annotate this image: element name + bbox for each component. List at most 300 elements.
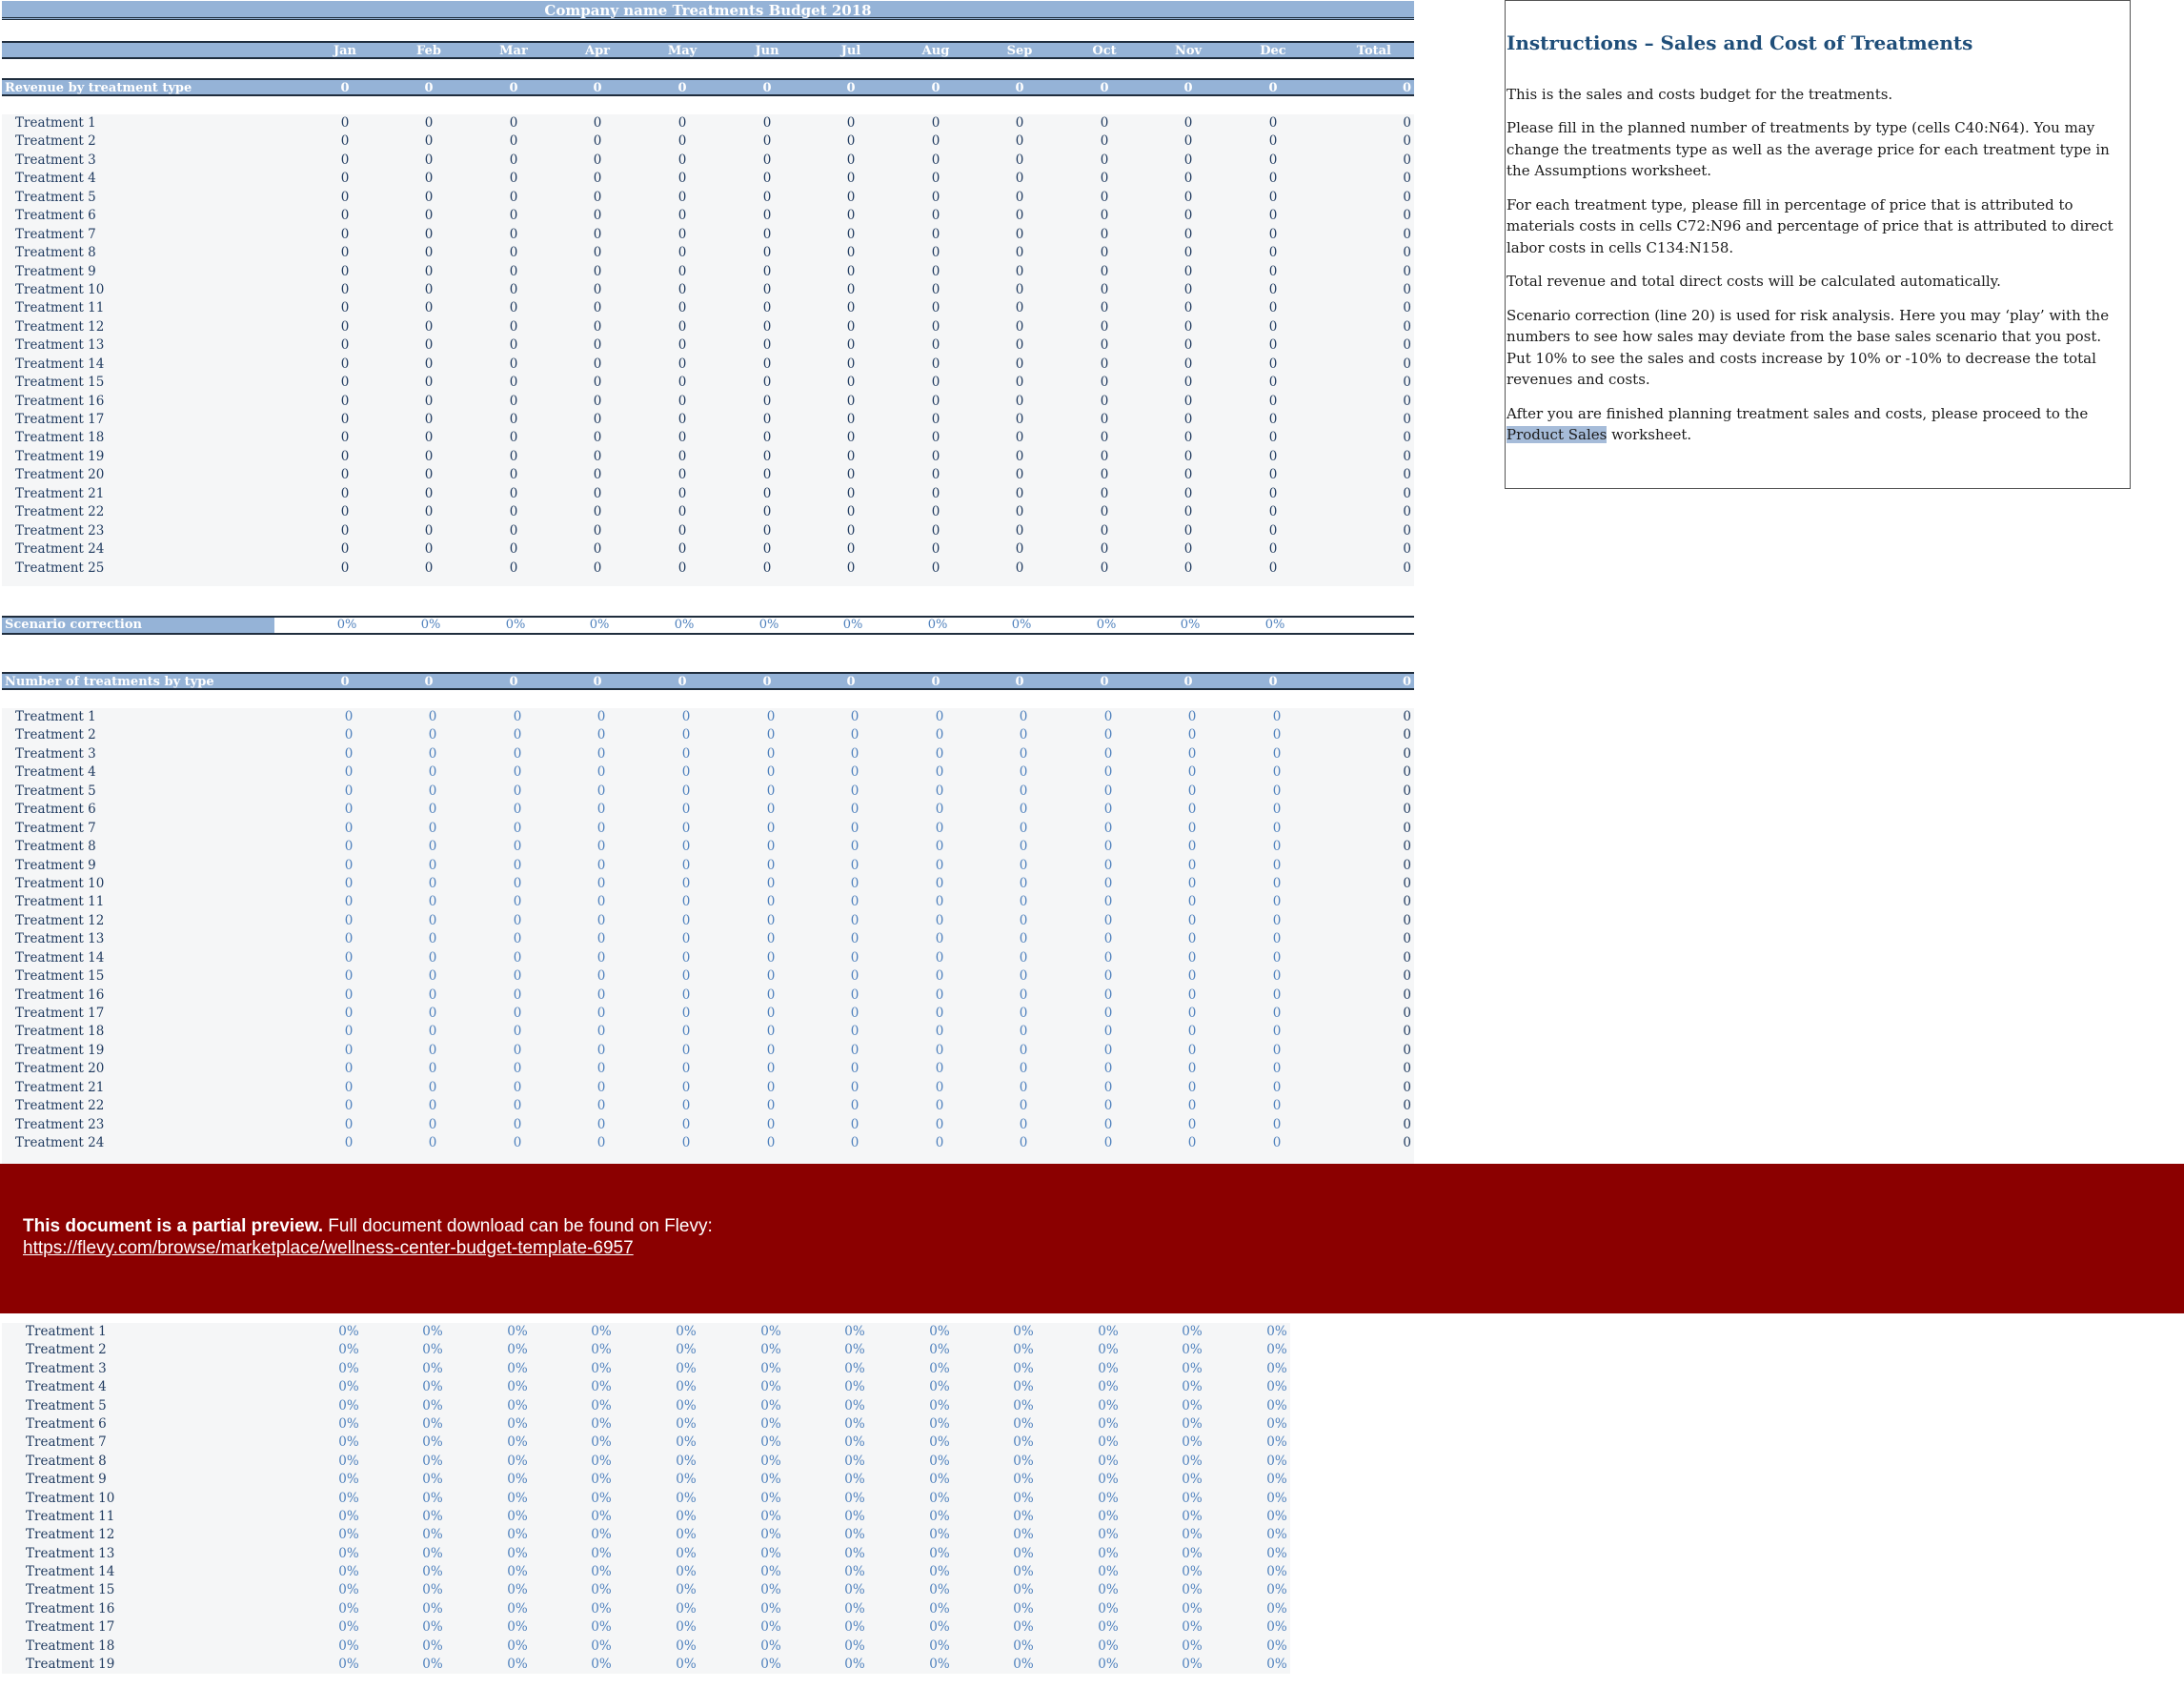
input-cell[interactable]: 0	[935, 1042, 944, 1058]
input-cell[interactable]: 0	[1272, 1098, 1282, 1114]
input-cell[interactable]: 0%	[844, 1657, 865, 1673]
input-cell[interactable]: 0	[428, 1098, 437, 1114]
input-cell[interactable]: 0	[597, 1024, 606, 1040]
input-cell[interactable]: 0	[766, 1098, 776, 1114]
input-cell[interactable]: 0	[766, 783, 776, 799]
preview-download-link[interactable]: https://flevy.com/browse/marketplace/wellness-center-budget-template-6957	[23, 1238, 634, 1258]
input-cell[interactable]: 0%	[1013, 1600, 1034, 1617]
input-cell[interactable]: 0	[1103, 764, 1113, 781]
input-cell[interactable]: 0%	[507, 1324, 528, 1339]
input-cell[interactable]: 0%	[1098, 1434, 1119, 1451]
input-cell[interactable]: 0	[1019, 912, 1028, 928]
input-cell[interactable]: 0%	[1266, 1324, 1287, 1339]
input-cell[interactable]: 0	[344, 894, 354, 910]
input-cell[interactable]: 0	[428, 820, 437, 836]
input-cell[interactable]: 0%	[338, 1324, 359, 1339]
input-cell[interactable]: 0%	[844, 1342, 865, 1358]
input-cell[interactable]: 0%	[1182, 1434, 1203, 1451]
input-cell[interactable]: 0%	[1182, 1342, 1203, 1358]
input-cell[interactable]: 0	[681, 986, 691, 1003]
input-cell[interactable]: 0%	[1013, 1342, 1034, 1358]
input-cell[interactable]: 0%	[1013, 1527, 1034, 1543]
input-cell[interactable]: 0	[513, 931, 522, 947]
input-cell[interactable]: 0%	[591, 1657, 612, 1673]
input-cell[interactable]: 0%	[507, 1397, 528, 1413]
input-cell[interactable]: 0	[850, 783, 859, 799]
input-cell[interactable]: 0	[597, 1098, 606, 1114]
input-cell[interactable]: 0%	[591, 1582, 612, 1598]
input-cell[interactable]: 0%	[338, 1527, 359, 1543]
input-cell[interactable]: 0%	[760, 1657, 781, 1673]
input-cell[interactable]: 0	[428, 1135, 437, 1151]
input-cell[interactable]: 0	[513, 1061, 522, 1077]
input-cell[interactable]: 0%	[422, 1564, 443, 1580]
input-cell[interactable]: 0	[428, 986, 437, 1003]
input-cell[interactable]: 0	[1272, 820, 1282, 836]
input-cell[interactable]: 0	[766, 1006, 776, 1021]
input-cell[interactable]: 0	[344, 802, 354, 818]
input-cell[interactable]: 0%	[422, 1490, 443, 1506]
input-cell[interactable]: 0%	[1013, 1637, 1034, 1654]
input-cell[interactable]: 0	[344, 1042, 354, 1058]
input-cell[interactable]: 0	[513, 802, 522, 818]
input-cell[interactable]: 0%	[338, 1397, 359, 1413]
input-cell[interactable]: 0	[428, 857, 437, 873]
input-cell[interactable]: 0%	[1013, 1360, 1034, 1376]
input-cell[interactable]: 0%	[1182, 1397, 1203, 1413]
input-cell[interactable]: 0	[428, 1024, 437, 1040]
input-cell[interactable]: 0%	[1266, 1582, 1287, 1598]
input-cell[interactable]: 0%	[591, 1324, 612, 1339]
input-cell[interactable]: 0%	[929, 1324, 950, 1339]
input-cell[interactable]: 0	[597, 1116, 606, 1132]
input-cell[interactable]: 0	[428, 1079, 437, 1095]
input-cell[interactable]: 0%	[844, 1434, 865, 1451]
input-cell[interactable]: 0	[935, 1098, 944, 1114]
input-cell[interactable]: 0	[766, 912, 776, 928]
input-cell[interactable]: 0%	[338, 1342, 359, 1358]
input-cell[interactable]: 0%	[591, 1379, 612, 1395]
input-cell[interactable]: 0	[344, 1079, 354, 1095]
input-cell[interactable]: 0%	[422, 1360, 443, 1376]
input-cell[interactable]: 0	[1019, 764, 1028, 781]
input-cell[interactable]: 0%	[760, 1379, 781, 1395]
input-cell[interactable]: 0	[1103, 1079, 1113, 1095]
scenario-input-cell[interactable]: 0%	[1011, 618, 1032, 632]
input-cell[interactable]: 0	[1019, 1024, 1028, 1040]
input-cell[interactable]: 0%	[507, 1508, 528, 1524]
input-cell[interactable]: 0%	[929, 1637, 950, 1654]
input-cell[interactable]: 0	[766, 875, 776, 891]
input-cell[interactable]: 0%	[591, 1637, 612, 1654]
input-cell[interactable]: 0	[1019, 1042, 1028, 1058]
input-cell[interactable]: 0	[597, 894, 606, 910]
input-cell[interactable]: 0%	[1098, 1379, 1119, 1395]
input-cell[interactable]: 0	[1187, 912, 1197, 928]
input-cell[interactable]: 0	[513, 783, 522, 799]
input-cell[interactable]: 0	[935, 709, 944, 724]
input-cell[interactable]: 0	[597, 875, 606, 891]
input-cell[interactable]: 0	[766, 727, 776, 743]
input-cell[interactable]: 0	[597, 1042, 606, 1058]
input-cell[interactable]: 0	[935, 1079, 944, 1095]
input-cell[interactable]: 0%	[1182, 1379, 1203, 1395]
input-cell[interactable]: 0	[1187, 709, 1197, 724]
input-cell[interactable]: 0	[935, 949, 944, 966]
input-cell[interactable]: 0	[1187, 783, 1197, 799]
input-cell[interactable]: 0	[1103, 783, 1113, 799]
input-cell[interactable]: 0%	[1266, 1472, 1287, 1488]
input-cell[interactable]: 0	[1272, 709, 1282, 724]
input-cell[interactable]: 0%	[1098, 1342, 1119, 1358]
input-cell[interactable]: 0%	[507, 1619, 528, 1636]
input-cell[interactable]: 0	[935, 727, 944, 743]
input-cell[interactable]: 0%	[929, 1600, 950, 1617]
scenario-input-cell[interactable]: 0%	[927, 618, 948, 632]
input-cell[interactable]: 0%	[338, 1508, 359, 1524]
input-cell[interactable]: 0%	[338, 1637, 359, 1654]
input-cell[interactable]: 0	[1019, 986, 1028, 1003]
input-cell[interactable]: 0	[1272, 764, 1282, 781]
input-cell[interactable]: 0	[1103, 1006, 1113, 1021]
input-cell[interactable]: 0%	[591, 1360, 612, 1376]
input-cell[interactable]: 0	[935, 1024, 944, 1040]
input-cell[interactable]: 0%	[760, 1508, 781, 1524]
input-cell[interactable]: 0	[850, 727, 859, 743]
input-cell[interactable]: 0%	[507, 1490, 528, 1506]
input-cell[interactable]: 0%	[760, 1453, 781, 1469]
input-cell[interactable]: 0%	[507, 1564, 528, 1580]
input-cell[interactable]: 0	[513, 1042, 522, 1058]
input-cell[interactable]: 0%	[929, 1360, 950, 1376]
input-cell[interactable]: 0	[1187, 1098, 1197, 1114]
input-cell[interactable]: 0	[1272, 986, 1282, 1003]
input-cell[interactable]: 0	[597, 1006, 606, 1021]
input-cell[interactable]: 0%	[676, 1379, 697, 1395]
input-cell[interactable]: 0	[681, 745, 691, 762]
input-cell[interactable]: 0	[1187, 1042, 1197, 1058]
input-cell[interactable]: 0%	[676, 1582, 697, 1598]
input-cell[interactable]: 0	[1187, 764, 1197, 781]
input-cell[interactable]: 0%	[422, 1545, 443, 1561]
input-cell[interactable]: 0%	[1098, 1600, 1119, 1617]
input-cell[interactable]: 0	[513, 1116, 522, 1132]
input-cell[interactable]: 0%	[1182, 1657, 1203, 1673]
input-cell[interactable]: 0	[1019, 931, 1028, 947]
input-cell[interactable]: 0%	[929, 1397, 950, 1413]
input-cell[interactable]: 0	[344, 912, 354, 928]
input-cell[interactable]: 0	[850, 1135, 859, 1151]
input-cell[interactable]: 0	[1272, 1061, 1282, 1077]
input-cell[interactable]: 0%	[1182, 1527, 1203, 1543]
input-cell[interactable]: 0%	[760, 1545, 781, 1561]
input-cell[interactable]: 0%	[844, 1619, 865, 1636]
input-cell[interactable]: 0	[681, 1006, 691, 1021]
input-cell[interactable]: 0%	[422, 1415, 443, 1432]
input-cell[interactable]: 0	[1187, 968, 1197, 985]
input-cell[interactable]: 0	[1019, 839, 1028, 855]
input-cell[interactable]: 0	[1019, 802, 1028, 818]
input-cell[interactable]: 0	[1187, 1079, 1197, 1095]
input-cell[interactable]: 0	[344, 709, 354, 724]
input-cell[interactable]: 0%	[1182, 1415, 1203, 1432]
input-cell[interactable]: 0	[681, 1116, 691, 1132]
input-cell[interactable]: 0%	[929, 1379, 950, 1395]
input-cell[interactable]: 0	[1272, 1006, 1282, 1021]
input-cell[interactable]: 0	[1103, 1098, 1113, 1114]
input-cell[interactable]: 0%	[1098, 1360, 1119, 1376]
scenario-input-cell[interactable]: 0%	[336, 618, 357, 632]
input-cell[interactable]: 0	[513, 968, 522, 985]
input-cell[interactable]: 0	[935, 820, 944, 836]
input-cell[interactable]: 0%	[422, 1582, 443, 1598]
input-cell[interactable]: 0	[597, 727, 606, 743]
input-cell[interactable]: 0	[344, 949, 354, 966]
input-cell[interactable]: 0	[1272, 1042, 1282, 1058]
input-cell[interactable]: 0	[344, 931, 354, 947]
input-cell[interactable]: 0	[681, 1079, 691, 1095]
input-cell[interactable]: 0	[766, 968, 776, 985]
input-cell[interactable]: 0	[344, 745, 354, 762]
input-cell[interactable]: 0%	[422, 1657, 443, 1673]
input-cell[interactable]: 0	[513, 727, 522, 743]
input-cell[interactable]: 0	[1272, 783, 1282, 799]
input-cell[interactable]: 0%	[338, 1619, 359, 1636]
input-cell[interactable]: 0%	[422, 1619, 443, 1636]
input-cell[interactable]: 0	[597, 802, 606, 818]
input-cell[interactable]: 0	[428, 727, 437, 743]
scenario-input-cell[interactable]: 0%	[674, 618, 695, 632]
input-cell[interactable]: 0	[344, 764, 354, 781]
input-cell[interactable]: 0%	[844, 1545, 865, 1561]
input-cell[interactable]: 0%	[760, 1527, 781, 1543]
input-cell[interactable]: 0	[1272, 727, 1282, 743]
scenario-input-cell[interactable]: 0%	[420, 618, 441, 632]
input-cell[interactable]: 0%	[507, 1453, 528, 1469]
input-cell[interactable]: 0	[681, 949, 691, 966]
input-cell[interactable]: 0	[428, 1061, 437, 1077]
input-cell[interactable]: 0	[344, 839, 354, 855]
input-cell[interactable]: 0	[935, 802, 944, 818]
input-cell[interactable]: 0%	[760, 1582, 781, 1598]
input-cell[interactable]: 0%	[676, 1342, 697, 1358]
input-cell[interactable]: 0	[681, 1061, 691, 1077]
input-cell[interactable]: 0	[428, 783, 437, 799]
input-cell[interactable]: 0	[1272, 931, 1282, 947]
input-cell[interactable]: 0%	[338, 1582, 359, 1598]
input-cell[interactable]: 0	[1019, 1079, 1028, 1095]
input-cell[interactable]: 0	[513, 745, 522, 762]
input-cell[interactable]: 0	[766, 931, 776, 947]
scenario-input-cell[interactable]: 0%	[758, 618, 779, 632]
input-cell[interactable]: 0%	[1182, 1360, 1203, 1376]
input-cell[interactable]: 0	[513, 820, 522, 836]
input-cell[interactable]: 0	[428, 745, 437, 762]
input-cell[interactable]: 0	[1187, 727, 1197, 743]
input-cell[interactable]: 0	[428, 1042, 437, 1058]
input-cell[interactable]: 0%	[1182, 1472, 1203, 1488]
input-cell[interactable]: 0	[850, 839, 859, 855]
input-cell[interactable]: 0	[597, 820, 606, 836]
input-cell[interactable]: 0	[681, 820, 691, 836]
input-cell[interactable]: 0%	[1098, 1472, 1119, 1488]
input-cell[interactable]: 0	[1187, 1061, 1197, 1077]
input-cell[interactable]: 0%	[1182, 1453, 1203, 1469]
input-cell[interactable]: 0	[850, 857, 859, 873]
input-cell[interactable]: 0	[1103, 894, 1113, 910]
input-cell[interactable]: 0	[1103, 1042, 1113, 1058]
input-cell[interactable]: 0	[1019, 968, 1028, 985]
input-cell[interactable]: 0	[513, 986, 522, 1003]
input-cell[interactable]: 0	[766, 802, 776, 818]
input-cell[interactable]: 0%	[1266, 1490, 1287, 1506]
input-cell[interactable]: 0	[428, 839, 437, 855]
input-cell[interactable]: 0	[1019, 727, 1028, 743]
input-cell[interactable]: 0%	[507, 1360, 528, 1376]
input-cell[interactable]: 0	[1187, 875, 1197, 891]
input-cell[interactable]: 0	[1103, 745, 1113, 762]
input-cell[interactable]: 0%	[1266, 1600, 1287, 1617]
input-cell[interactable]: 0	[1272, 802, 1282, 818]
input-cell[interactable]: 0	[344, 1098, 354, 1114]
input-cell[interactable]: 0	[1187, 986, 1197, 1003]
input-cell[interactable]: 0	[428, 875, 437, 891]
input-cell[interactable]: 0	[766, 949, 776, 966]
input-cell[interactable]: 0	[681, 912, 691, 928]
input-cell[interactable]: 0%	[422, 1397, 443, 1413]
input-cell[interactable]: 0	[850, 802, 859, 818]
input-cell[interactable]: 0%	[1182, 1600, 1203, 1617]
input-cell[interactable]: 0	[935, 1061, 944, 1077]
scenario-input-cell[interactable]: 0%	[1180, 618, 1201, 632]
input-cell[interactable]: 0	[597, 968, 606, 985]
input-cell[interactable]: 0%	[338, 1434, 359, 1451]
input-cell[interactable]: 0	[597, 1135, 606, 1151]
input-cell[interactable]: 0%	[591, 1508, 612, 1524]
input-cell[interactable]: 0%	[422, 1527, 443, 1543]
input-cell[interactable]: 0	[935, 839, 944, 855]
input-cell[interactable]: 0%	[507, 1582, 528, 1598]
input-cell[interactable]: 0	[513, 857, 522, 873]
input-cell[interactable]: 0	[935, 764, 944, 781]
input-cell[interactable]: 0%	[1013, 1472, 1034, 1488]
input-cell[interactable]: 0%	[1098, 1619, 1119, 1636]
input-cell[interactable]: 0%	[338, 1379, 359, 1395]
input-cell[interactable]: 0	[344, 857, 354, 873]
input-cell[interactable]: 0%	[507, 1637, 528, 1654]
input-cell[interactable]: 0	[766, 1135, 776, 1151]
input-cell[interactable]: 0%	[591, 1434, 612, 1451]
input-cell[interactable]: 0%	[929, 1434, 950, 1451]
input-cell[interactable]: 0	[681, 839, 691, 855]
input-cell[interactable]: 0	[597, 1061, 606, 1077]
input-cell[interactable]: 0%	[591, 1545, 612, 1561]
input-cell[interactable]: 0%	[676, 1434, 697, 1451]
input-cell[interactable]: 0	[850, 745, 859, 762]
input-cell[interactable]: 0	[850, 764, 859, 781]
input-cell[interactable]: 0%	[760, 1324, 781, 1339]
input-cell[interactable]: 0	[766, 820, 776, 836]
input-cell[interactable]: 0	[597, 931, 606, 947]
input-cell[interactable]: 0	[344, 1061, 354, 1077]
input-cell[interactable]: 0%	[760, 1564, 781, 1580]
input-cell[interactable]: 0%	[1266, 1657, 1287, 1673]
input-cell[interactable]: 0	[597, 783, 606, 799]
input-cell[interactable]: 0%	[676, 1415, 697, 1432]
input-cell[interactable]: 0	[850, 875, 859, 891]
input-cell[interactable]: 0	[935, 968, 944, 985]
input-cell[interactable]: 0	[1019, 745, 1028, 762]
input-cell[interactable]: 0	[850, 1079, 859, 1095]
input-cell[interactable]: 0%	[676, 1472, 697, 1488]
input-cell[interactable]: 0%	[1098, 1545, 1119, 1561]
input-cell[interactable]: 0%	[1098, 1453, 1119, 1469]
input-cell[interactable]: 0	[681, 764, 691, 781]
input-cell[interactable]: 0	[1272, 949, 1282, 966]
input-cell[interactable]: 0%	[1013, 1490, 1034, 1506]
input-cell[interactable]: 0%	[760, 1360, 781, 1376]
input-cell[interactable]: 0	[1019, 949, 1028, 966]
input-cell[interactable]: 0%	[422, 1434, 443, 1451]
input-cell[interactable]: 0	[935, 745, 944, 762]
input-cell[interactable]: 0	[1103, 986, 1113, 1003]
input-cell[interactable]: 0	[766, 1079, 776, 1095]
input-cell[interactable]: 0	[681, 968, 691, 985]
input-cell[interactable]: 0	[766, 709, 776, 724]
input-cell[interactable]: 0	[1103, 1024, 1113, 1040]
product-sales-link[interactable]: Product Sales	[1507, 426, 1608, 443]
input-cell[interactable]: 0	[681, 857, 691, 873]
input-cell[interactable]: 0	[513, 1079, 522, 1095]
input-cell[interactable]: 0	[1187, 745, 1197, 762]
input-cell[interactable]: 0%	[422, 1453, 443, 1469]
input-cell[interactable]: 0	[935, 986, 944, 1003]
input-cell[interactable]: 0	[1019, 1098, 1028, 1114]
input-cell[interactable]: 0%	[1182, 1637, 1203, 1654]
input-cell[interactable]: 0%	[1266, 1619, 1287, 1636]
input-cell[interactable]: 0	[344, 1116, 354, 1132]
input-cell[interactable]: 0	[766, 839, 776, 855]
input-cell[interactable]: 0	[850, 1116, 859, 1132]
input-cell[interactable]: 0%	[844, 1324, 865, 1339]
input-cell[interactable]: 0	[1019, 894, 1028, 910]
input-cell[interactable]: 0%	[338, 1600, 359, 1617]
input-cell[interactable]: 0%	[676, 1397, 697, 1413]
input-cell[interactable]: 0	[513, 1135, 522, 1151]
input-cell[interactable]: 0	[766, 745, 776, 762]
scenario-input-cell[interactable]: 0%	[589, 618, 610, 632]
input-cell[interactable]: 0	[344, 968, 354, 985]
input-cell[interactable]: 0	[850, 709, 859, 724]
input-cell[interactable]: 0%	[929, 1564, 950, 1580]
input-cell[interactable]: 0%	[676, 1600, 697, 1617]
input-cell[interactable]: 0%	[844, 1453, 865, 1469]
input-cell[interactable]: 0	[850, 820, 859, 836]
input-cell[interactable]: 0	[1272, 1135, 1282, 1151]
input-cell[interactable]: 0	[681, 709, 691, 724]
input-cell[interactable]: 0	[850, 931, 859, 947]
input-cell[interactable]: 0	[1019, 709, 1028, 724]
input-cell[interactable]: 0	[1272, 912, 1282, 928]
input-cell[interactable]: 0%	[422, 1637, 443, 1654]
input-cell[interactable]: 0	[1187, 949, 1197, 966]
input-cell[interactable]: 0	[1103, 931, 1113, 947]
input-cell[interactable]: 0	[1103, 1116, 1113, 1132]
input-cell[interactable]: 0%	[929, 1472, 950, 1488]
input-cell[interactable]: 0	[513, 894, 522, 910]
input-cell[interactable]: 0	[428, 912, 437, 928]
input-cell[interactable]: 0	[597, 912, 606, 928]
